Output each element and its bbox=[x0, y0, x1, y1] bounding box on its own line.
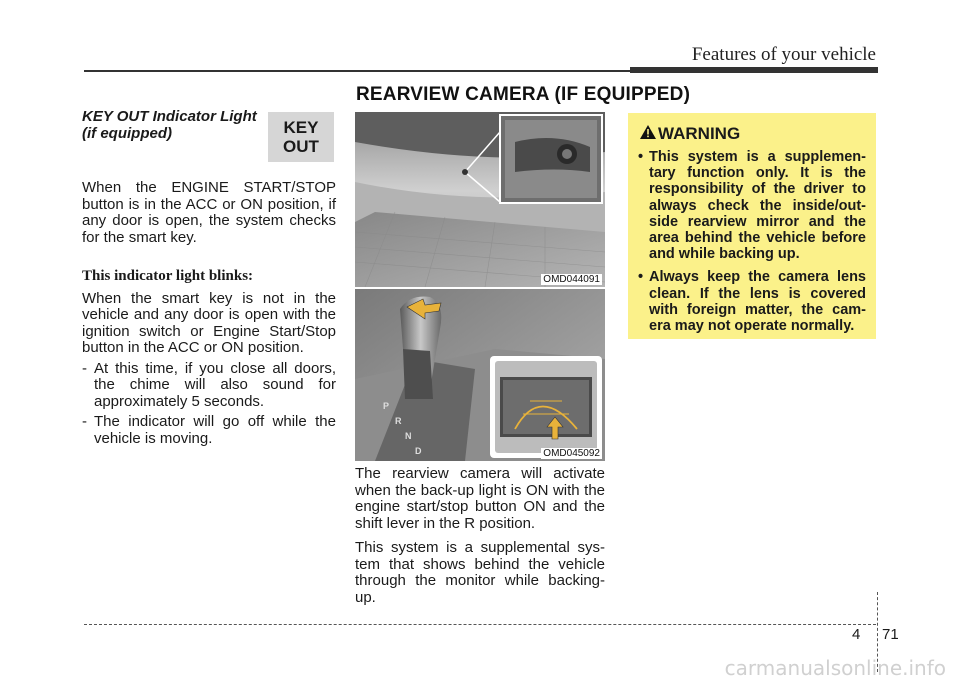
watermark: carmanualsonline.info bbox=[724, 656, 946, 680]
badge-line2: OUT bbox=[283, 137, 319, 156]
center-column bbox=[355, 466, 605, 606]
key-out-badge bbox=[268, 112, 334, 162]
warning-item: • Always keep the camera lens clean. If the lens is covered with foreign matter, the cam-era may not operate normally. bbox=[638, 269, 866, 335]
image-code: OMD045092 bbox=[543, 448, 600, 459]
paragraph-smart-key-check: When the ENGINE START/STOP button is in the ACC or ON position, if any door is open, the system checks for the smart key. bbox=[82, 179, 336, 246]
indicator-subheading: KEY OUT Indicator Light (if equipped) bbox=[82, 108, 257, 142]
shift-lever-monitor-photo bbox=[355, 289, 605, 461]
main-heading: REARVIEW CAMERA (IF EQUIPPED) bbox=[356, 84, 691, 105]
header-rule-accent bbox=[630, 67, 878, 73]
gear-label-r: R bbox=[395, 416, 402, 426]
warning-list bbox=[638, 149, 866, 341]
section-title: Features of your vehicle bbox=[691, 44, 876, 65]
gear-label-p: P bbox=[383, 401, 390, 411]
image-code: OMD044091 bbox=[543, 274, 600, 285]
paragraph-blink-condition: When the smart key is not in the vehicle and any door is open with the ignition switch or Engine Start/Stop button in the ACC or ON position. bbox=[82, 289, 336, 356]
badge-line1: KEY bbox=[283, 118, 319, 137]
list-item: - The indicator will go off while the vehicle is moving. bbox=[82, 413, 336, 447]
chapter-number: 4 bbox=[852, 626, 861, 643]
page-number: 71 bbox=[882, 626, 899, 643]
list-item: - At this time, if you close all doors, the chime will also sound for approximately 5 seconds. bbox=[82, 359, 336, 410]
gear-label-d: D bbox=[415, 446, 422, 456]
warning-item: • This system is a supplemen-tary function only. It is the responsibility of the driver to always check the inside/out-side rearview mirror and the area behind the vehicle before and while backing up. bbox=[638, 149, 866, 263]
warning-box bbox=[628, 113, 876, 339]
rear-camera-photo bbox=[355, 112, 605, 287]
paragraph-supplemental-system: This system is a supplemental sys-tem that shows behind the vehicle through the monitor while backing-up. bbox=[355, 539, 605, 606]
paragraph-camera-activation: The rearview camera will activate when the back-up light is ON with the engine start/stop button ON and the shift lever in the R position. bbox=[355, 465, 605, 532]
warning-title: WARNING bbox=[658, 124, 741, 143]
gear-label-n: N bbox=[405, 431, 412, 441]
shift-lever-illustration bbox=[355, 289, 605, 461]
header-rule bbox=[84, 70, 630, 72]
blink-heading: This indicator light blinks: bbox=[82, 268, 254, 284]
footer-rule bbox=[84, 624, 876, 625]
rear-bumper-illustration bbox=[355, 112, 605, 287]
warning-triangle-icon bbox=[640, 125, 656, 139]
